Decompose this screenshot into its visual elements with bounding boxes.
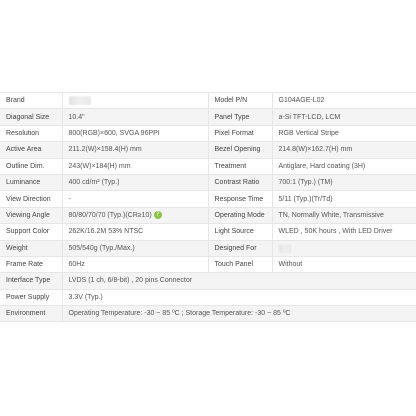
table-row: [0, 256, 416, 272]
bezel-opening-value: 214.8(W)×162.7(H) mm: [272, 142, 416, 158]
table-row: [0, 306, 416, 322]
resolution-label: Resolution: [0, 125, 62, 141]
outline-label: Outline Dim.: [0, 158, 62, 174]
outline-value: 243(W)×184(H) mm: [62, 158, 208, 174]
spec-table: [0, 92, 416, 322]
contrast-value: 700:1 (Typ.) (TM): [272, 174, 416, 190]
redacted-designed-for: [279, 244, 291, 253]
touch-panel-label: Touch Panel: [208, 256, 272, 272]
support-color-value: 262K/16.2M 53% NTSC: [62, 224, 208, 240]
table-row: [0, 273, 416, 289]
panel-type-value: a-Si TFT-LCD, LCM: [272, 109, 416, 125]
diagonal-value: 10.4": [62, 109, 208, 125]
frame-rate-label: Frame Rate: [0, 256, 62, 272]
table-row: [0, 93, 416, 109]
luminance-value: 400 cd/m² (Typ.): [62, 174, 208, 190]
model-value: G104AGE-L02: [272, 93, 416, 109]
operating-mode-label: Operating Mode: [208, 207, 272, 223]
designed-for-label: Designed For: [208, 240, 272, 256]
weight-value: 505/540g (Typ./Max.): [62, 240, 208, 256]
view-direction-label: View Direction: [0, 191, 62, 207]
resolution-value: 800(RGB)×600, SVGA 96PPI: [62, 125, 208, 141]
interface-value: LVDS (1 ch, 6/8-bit) , 20 pins Connector: [62, 273, 416, 289]
response-time-label: Response Time: [208, 191, 272, 207]
panel-type-label: Panel Type: [208, 109, 272, 125]
table-row: [0, 109, 416, 125]
power-supply-label: Power Supply: [0, 289, 62, 305]
viewing-angle-cell: [62, 207, 208, 223]
brand-label: Brand: [0, 93, 62, 109]
light-source-value: WLED , 50K hours , With LED Driver: [272, 224, 416, 240]
treatment-label: Treatment: [208, 158, 272, 174]
table-row: [0, 240, 416, 256]
interface-label: Interface Type: [0, 273, 62, 289]
table-row: [0, 174, 416, 190]
model-label: Model P/N: [208, 93, 272, 109]
viewing-angle-label: Viewing Angle: [0, 207, 62, 223]
pixel-format-value: RGB Vertical Stripe: [272, 125, 416, 141]
power-supply-value: 3.3V (Typ.): [62, 289, 416, 305]
contrast-label: Contrast Ratio: [208, 174, 272, 190]
pixel-format-label: Pixel Format: [208, 125, 272, 141]
treatment-value: Antiglare, Hard coating (3H): [272, 158, 416, 174]
redacted-brand: [69, 96, 91, 105]
active-area-value: 211.2(W)×158.4(H) mm: [62, 142, 208, 158]
table-row: [0, 289, 416, 305]
brand-value: [62, 93, 208, 109]
table-row: [0, 207, 416, 223]
active-area-label: Active Area: [0, 142, 62, 158]
table-row: [0, 142, 416, 158]
light-source-label: Light Source: [208, 224, 272, 240]
environment-value: Operating Temperature: -30 ~ 85 ºC ; Storage Temperature: -30 ~ 85 ºC: [62, 306, 416, 322]
table-row: [0, 191, 416, 207]
luminance-label: Luminance: [0, 174, 62, 190]
designed-for-value: [272, 240, 416, 256]
environment-label: Environment: [0, 306, 62, 322]
touch-panel-value: Without: [272, 256, 416, 272]
bezel-opening-label: Bezel Opening: [208, 142, 272, 158]
support-color-label: Support Color: [0, 224, 62, 240]
table-row: [0, 125, 416, 141]
table-row: [0, 224, 416, 240]
view-direction-value: -: [62, 191, 208, 207]
weight-label: Weight: [0, 240, 62, 256]
table-row: [0, 158, 416, 174]
viewing-angle-value: 80/80/70/70 (Typ.)(CR≥10): [68, 212, 152, 220]
question-circle-icon[interactable]: ?: [154, 211, 162, 219]
response-time-value: 5/11 (Typ.)(Tr/Td): [272, 191, 416, 207]
frame-rate-value: 60Hz: [62, 256, 208, 272]
operating-mode-value: TN, Normally White, Transmissive: [272, 207, 416, 223]
diagonal-label: Diagonal Size: [0, 109, 62, 125]
